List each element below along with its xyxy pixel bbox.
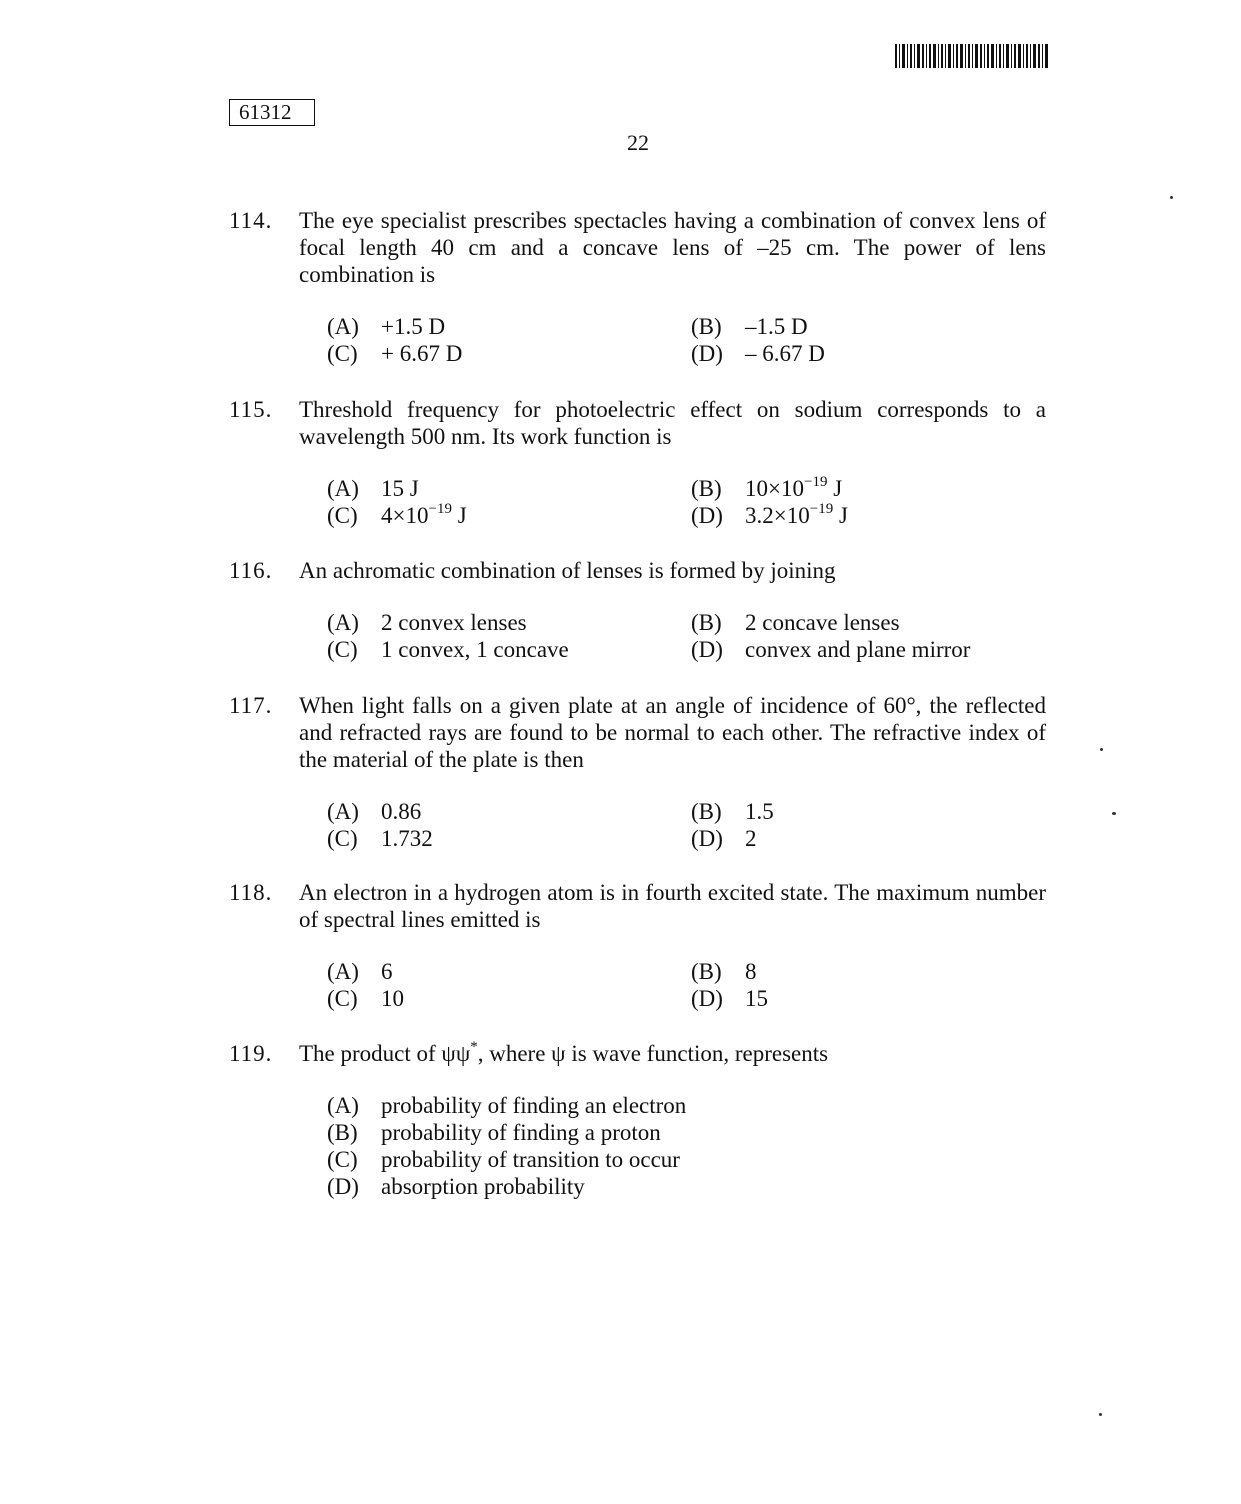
option-b: (B) 8 [691,959,757,984]
options [327,958,1046,1012]
question-number: 119. [229,1041,273,1066]
options [327,609,1046,663]
question-number: 115. [229,397,273,422]
scan-speck [1112,812,1116,815]
question-number: 114. [229,208,273,233]
option-c: (C) probability of transition to occur [327,1147,680,1172]
option-d: (D) 2 [691,826,757,851]
question-text: An electron in a hydrogen atom is in fourth excited state. The maximum number of spectral lines emitted is [299,880,1046,932]
question-text: An achromatic combination of lenses is formed by joining [299,558,836,583]
option-c: (C) 1.732 [327,826,433,851]
barcode [895,44,1050,68]
option-d: (D) convex and plane mirror [691,637,971,662]
question-117 [229,692,1046,852]
option-a: (A) 15 J [327,476,419,501]
options [327,313,1046,367]
question-text: When light falls on a given plate at an angle of incidence of 60°, the reflected and refracted rays are found to be normal to each other. The refractive index of the material of the plate is then [299,693,1046,772]
question-116 [229,557,1046,663]
option-d: (D) – 6.67 D [691,341,825,366]
page-number: 22 [627,130,649,155]
question-115 [229,396,1046,529]
option-a: (A) 6 [327,959,393,984]
paper-code: 61312 [239,100,292,124]
question-text: Threshold frequency for photoelectric effect on sodium corresponds to a wavelength 500 nm. Its work function is [299,397,1046,449]
option-c: (C) 1 convex, 1 concave [327,637,569,662]
options [327,475,1046,529]
question-number: 117. [229,693,273,718]
question-text: The eye specialist prescribes spectacles having a combination of convex lens of focal length 40 cm and a concave lens of –25 cm. The power of lens combination is [299,208,1046,287]
option-b: (B) $10\times 10^{-19}$ J [691,474,843,501]
option-c: (C) $4\times 10^{-19}$ J [327,501,467,528]
question-number: 116. [229,558,273,583]
options [327,798,1046,852]
paper-code-box [229,99,315,126]
question-number: 118. [229,880,273,905]
question-119 [229,1040,1046,1200]
options [327,1092,1046,1200]
option-a: (A) 0.86 [327,799,422,824]
option-d: (D) 15 [691,986,768,1011]
option-c: (C) 10 [327,986,404,1011]
option-d: (D) $3.2\times 10^{-19}$ J [691,501,848,528]
question-114 [229,207,1046,367]
option-c: (C) + 6.67 D [327,341,463,366]
option-b: (B) 1.5 [691,799,774,824]
option-a: (A) probability of finding an electron [327,1093,687,1118]
scan-speck [1099,1413,1102,1416]
scan-speck [1170,196,1173,199]
scan-speck [1100,748,1103,751]
option-d: (D) absorption probability [327,1174,585,1199]
question-118 [229,879,1046,1012]
option-a: (A) +1.5 D [327,314,446,339]
option-b: (B) 2 concave lenses [691,610,900,635]
option-b: (B) probability of finding a proton [327,1120,661,1145]
question-text: The product of ψψ*, where ψ is wave function, represents [299,1039,829,1066]
option-b: (B) –1.5 D [691,314,808,339]
option-a: (A) 2 convex lenses [327,610,527,635]
